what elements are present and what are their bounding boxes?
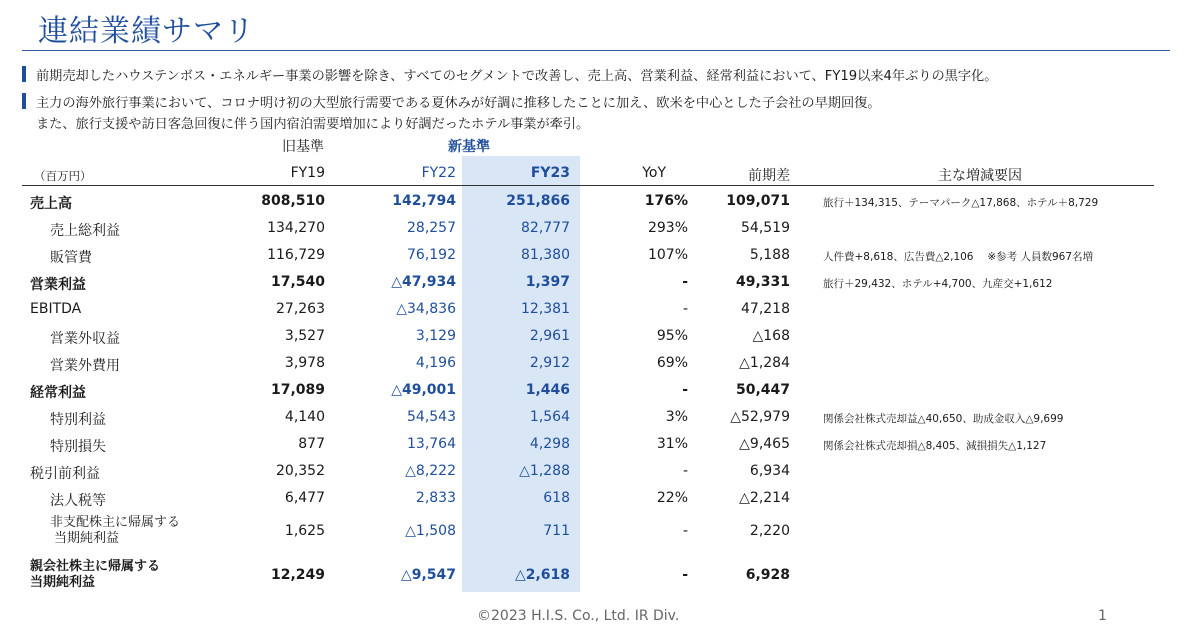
cell-fy19: 12,249 (270, 567, 325, 583)
header-fy22: FY22 (421, 165, 456, 181)
cell-fy22: 3,129 (415, 328, 456, 344)
row-label: 特別損失 (50, 439, 106, 455)
cell-fy19: 1,625 (284, 523, 325, 539)
cell-fy22: 54,543 (407, 409, 456, 425)
row-label: 営業利益 (30, 277, 86, 293)
header-fy23: FY23 (530, 165, 570, 181)
page-number: 1 (1098, 608, 1107, 624)
cell-fy23: 2,961 (529, 328, 570, 344)
bullet-marker (22, 93, 26, 109)
cell-diff: 49,331 (735, 274, 790, 290)
cell-yoy: 107% (647, 247, 688, 263)
cell-fy19: 134,270 (267, 220, 325, 236)
footer-copyright: ©2023 H.I.S. Co., Ltd. IR Div. (477, 608, 680, 624)
cell-fy23: 618 (543, 490, 570, 506)
table-row (0, 215, 1200, 241)
cell-yoy: - (682, 301, 688, 317)
cell-yoy: - (682, 567, 688, 583)
table-row (0, 296, 1200, 322)
cell-yoy: - (682, 463, 688, 479)
row-label-line1: 非支配株主に帰属する (50, 515, 181, 530)
cell-diff: 50,447 (735, 382, 790, 398)
unit-label: （百万円） (34, 169, 92, 183)
cell-yoy: 176% (644, 193, 688, 209)
cell-fy19: 116,729 (267, 247, 325, 263)
cell-fy19: 17,089 (270, 382, 325, 398)
cell-fy23: 12,381 (521, 301, 570, 317)
cell-fy19: 17,540 (270, 274, 325, 290)
cell-yoy: 69% (656, 355, 688, 371)
row-label (30, 559, 160, 591)
row-label: 法人税等 (50, 493, 106, 509)
row-label: 営業外収益 (50, 331, 120, 347)
bullet-text: また、旅行支援や訪日客急回復に伴う国内宿泊需要増加により好調だったホテル事業が牽引。 (36, 117, 590, 132)
row-label: 売上高 (30, 196, 72, 212)
cell-fy23: 1,564 (529, 409, 570, 425)
table-row (0, 377, 1200, 403)
cell-diff: 5,188 (749, 247, 790, 263)
cell-fy23: 4,298 (529, 436, 570, 452)
cell-fy23: △1,288 (519, 463, 570, 479)
cell-fy22: △47,934 (391, 274, 456, 290)
cell-diff: △1,284 (739, 355, 790, 371)
cell-fy19: 3,978 (284, 355, 325, 371)
cell-fy22: △49,001 (391, 382, 456, 398)
cell-yoy: - (682, 523, 688, 539)
table-row (0, 242, 1200, 268)
cell-fy23: △2,618 (514, 567, 570, 583)
page-title: 連結業績サマリ (38, 14, 255, 49)
cell-fy22: 4,196 (415, 355, 456, 371)
cell-fy23: 82,777 (521, 220, 570, 236)
bullet-marker (22, 66, 26, 82)
title-divider (22, 50, 1170, 51)
cell-fy19: 20,352 (276, 463, 325, 479)
row-label: 特別利益 (50, 412, 106, 428)
cell-fy19: 6,477 (284, 490, 325, 506)
header-diff: 前期差 (748, 168, 790, 184)
cell-diff: 2,220 (749, 523, 790, 539)
table-row (0, 485, 1200, 511)
cell-note: 関係会社株式売却益△40,650、助成金収入△9,699 (823, 413, 1064, 425)
cell-diff: △52,979 (730, 409, 790, 425)
row-label-line2: 当期純利益 (30, 575, 96, 590)
cell-fy22: 13,764 (407, 436, 456, 452)
cell-fy22: △8,222 (405, 463, 456, 479)
cell-yoy: - (682, 382, 688, 398)
header-reason: 主な増減要因 (938, 168, 1022, 184)
table-row (0, 323, 1200, 349)
cell-fy22: 76,192 (407, 247, 456, 263)
row-label: 税引前利益 (30, 466, 100, 482)
cell-diff: 6,934 (749, 463, 790, 479)
cell-fy23: 2,912 (529, 355, 570, 371)
cell-fy22: △9,547 (400, 567, 456, 583)
cell-note: 旅行＋29,432、ホテル+4,700、九産交+1,612 (823, 278, 1053, 290)
cell-diff: △168 (752, 328, 790, 344)
cell-diff: 47,218 (741, 301, 790, 317)
cell-yoy: - (682, 274, 688, 290)
cell-fy22: △34,836 (396, 301, 456, 317)
cell-note: 旅行＋134,315、テーマパーク△17,868、ホテル＋8,729 (823, 197, 1099, 209)
cell-diff: 6,928 (745, 567, 790, 583)
cell-fy19: 3,527 (284, 328, 325, 344)
cell-fy19: 4,140 (284, 409, 325, 425)
cell-diff: △2,214 (739, 490, 790, 506)
bullet-text: 主力の海外旅行事業において、コロナ明け初の大型旅行需要である夏休みが好調に推移したことに加え、欧米を中心とした子会社の早期回復。 (36, 96, 881, 111)
cell-fy19: 877 (298, 436, 325, 452)
cell-fy23: 1,446 (525, 382, 570, 398)
cell-fy23: 1,397 (525, 274, 570, 290)
cell-fy19: 27,263 (276, 301, 325, 317)
header-fy19: FY19 (290, 165, 325, 181)
cell-fy23: 81,380 (521, 247, 570, 263)
cell-fy22: △1,508 (405, 523, 456, 539)
row-label: EBITDA (30, 301, 82, 317)
cell-yoy: 293% (647, 220, 688, 236)
cell-diff: 54,519 (741, 220, 790, 236)
table-row (0, 350, 1200, 376)
row-label-line2: 当期純利益 (54, 531, 120, 546)
cell-yoy: 95% (656, 328, 688, 344)
cell-note: 関係会社株式売却損△8,405、減損損失△1,127 (823, 440, 1047, 452)
cell-fy19: 808,510 (261, 193, 325, 209)
table-row (0, 458, 1200, 484)
row-label-line1: 親会社株主に帰属する (30, 559, 161, 574)
row-label (50, 515, 180, 547)
row-label: 販管費 (50, 250, 92, 266)
cell-fy22: 28,257 (407, 220, 456, 236)
cell-note: 人件費+8,618、広告費△2,106 ※参考 人員数967名増 (823, 251, 1094, 263)
cell-fy22: 142,794 (392, 193, 456, 209)
cell-diff: 109,071 (726, 193, 790, 209)
cell-yoy: 22% (656, 490, 688, 506)
row-label: 経常利益 (30, 385, 86, 401)
cell-fy23: 251,866 (506, 193, 570, 209)
header-yoy: YoY (642, 165, 666, 181)
table-row (0, 188, 1200, 214)
old-standard-label: 旧基準 (282, 139, 324, 155)
table-row (0, 431, 1200, 457)
bullet-text: 前期売却したハウステンボス・エネルギー事業の影響を除き、すべてのセグメントで改善し、売上高、営業利益、経常利益において、FY19以来4年ぶりの黒字化。 (36, 69, 998, 84)
new-standard-label: 新基準 (448, 139, 490, 155)
table-row (0, 269, 1200, 295)
table-row (0, 515, 1200, 546)
row-label: 営業外費用 (50, 358, 120, 374)
cell-fy23: 711 (543, 523, 570, 539)
cell-yoy: 31% (656, 436, 688, 452)
row-label: 売上総利益 (50, 223, 120, 239)
cell-diff: △9,465 (739, 436, 790, 452)
cell-yoy: 3% (665, 409, 688, 425)
header-divider (22, 185, 1154, 186)
table-row (0, 559, 1200, 590)
cell-fy22: 2,833 (415, 490, 456, 506)
table-row (0, 404, 1200, 430)
